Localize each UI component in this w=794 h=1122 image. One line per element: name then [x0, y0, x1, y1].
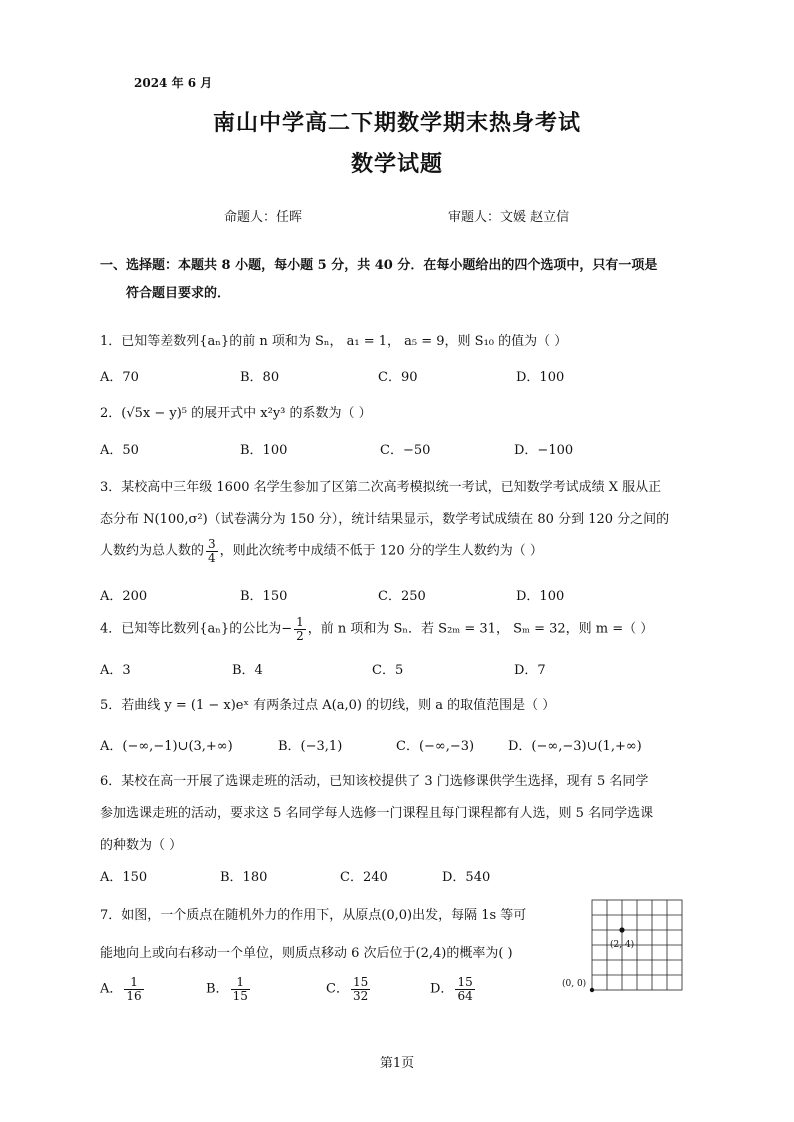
q5-option-d: D．(−∞,−3)∪(1,+∞) [508, 739, 642, 754]
question-4-stem [100, 616, 653, 642]
q7-c-fraction [351, 976, 370, 1002]
section-heading-cont: 符合题目要求的． [126, 286, 231, 301]
q7-b-num: 1 [231, 976, 250, 990]
q4-option-a: A．3 [100, 663, 131, 678]
q7-option-c [326, 976, 372, 1002]
q3-option-b: B．150 [240, 589, 288, 604]
q4-option-b: B．4 [232, 663, 263, 678]
q1-option-c: C．90 [378, 370, 418, 385]
q7-a-den: 16 [126, 988, 142, 1003]
q7-a-fraction [124, 976, 143, 1002]
q7-grid-figure [556, 896, 696, 996]
q7-option-a [100, 976, 146, 1002]
q7-d-den: 64 [457, 988, 473, 1003]
question-3-line-2: 态分布 N(100,σ²)（试卷满分为 150 分），统计结果显示，数学考试成绩在 80 分到 120 分之间的 [100, 512, 670, 527]
q3-option-a: A．200 [100, 589, 148, 604]
q2-option-a: A．50 [100, 443, 139, 458]
question-2-stem: 2．(√5x − y)⁵ 的展开式中 x²y³ 的系数为（ ） [100, 406, 372, 421]
q7-option-d [430, 976, 477, 1002]
point-label: (2, 4) [610, 940, 635, 950]
q1-option-d: D．100 [516, 370, 565, 385]
reviewer: 审题人：文媛 赵立信 [448, 210, 570, 225]
page-number: 第1页 [379, 1056, 415, 1071]
q7-d-label: D． [430, 981, 454, 997]
q7-c-num: 15 [352, 975, 369, 989]
q1-option-b: B．80 [240, 370, 280, 385]
q7-d-fraction [455, 976, 474, 1002]
question-1-stem: 1．已知等差数列{aₙ}的前 n 项和为 Sₙ， a₁ = 1， a₅ = 9，则 S₁₀ 的值为（ ） [100, 334, 568, 349]
q3-option-c: C．250 [378, 589, 426, 604]
q6-option-d: D．540 [442, 870, 491, 885]
q2-option-b: B．100 [240, 443, 288, 458]
question-6-line-1: 6．某校在高一开展了选课走班的活动，已知该校提供了 3 门选修课供学生选择，现有 5 名同学 [100, 774, 649, 789]
question-6-line-3: 的种数为（ ） [100, 838, 183, 853]
q4-option-c: C．5 [372, 663, 404, 678]
q4-option-d: D．7 [514, 663, 546, 678]
q7-c-den: 32 [352, 988, 369, 1003]
question-3-line-3 [100, 538, 543, 564]
exam-date: 2024 年 6 月 [134, 76, 213, 90]
point-2-4-dot [619, 927, 624, 932]
q4-frac-num: 1 [296, 615, 304, 629]
setter: 命题人：任晖 [224, 210, 303, 225]
q4-fraction [294, 616, 306, 642]
q7-a-num: 1 [124, 976, 143, 990]
q5-option-a: A．(−∞,−1)∪(3,+∞) [100, 739, 233, 754]
q2-option-d: D．−100 [514, 443, 574, 458]
q4-text-post: ，前 n 项和为 Sₙ．若 S₂ₘ = 31， Sₘ = 32，则 m =（ ） [307, 621, 654, 637]
exam-title: 南山中学高二下期数学期末热身考试 [212, 110, 581, 136]
origin-label: (0, 0) [562, 979, 587, 989]
q7-option-b [206, 976, 252, 1002]
q7-b-den: 15 [232, 988, 248, 1003]
q3-frac-num: 3 [208, 537, 216, 551]
question-6-line-2: 参加选课走班的活动，要求这 5 名同学每人选修一门课程且每门课程都有人选，则 5 名同学选课 [100, 806, 654, 821]
question-7-line-1: 7．如图，一个质点在随机外力的作用下，从原点(0,0)出发，每隔 1s 等可 [100, 908, 527, 923]
q7-c-label: C． [326, 981, 349, 997]
q4-text-pre: 4．已知等比数列{aₙ}的公比为− [100, 621, 293, 637]
question-5-stem: 5．若曲线 y = (1 − x)eˣ 有两条过点 A(a,0) 的切线，则 a 的取值范围是（ ） [100, 698, 556, 713]
question-3-line-1: 3．某校高中三年级 1600 名学生参加了区第二次高考模拟统一考试，已知数学考试成绩 X 服从正 [100, 480, 662, 495]
q1-option-a: A．70 [100, 370, 139, 385]
q6-option-a: A．150 [100, 870, 148, 885]
question-7-line-2: 能地向上或向右移动一个单位，则质点移动 6 次后位于(2,4)的概率为( ) [100, 946, 513, 961]
exam-subtitle: 数学试题 [350, 151, 443, 177]
q7-d-num: 15 [457, 975, 473, 989]
origin-dot [590, 988, 594, 992]
q3-option-d: D．100 [516, 589, 565, 604]
grid-lines [592, 900, 682, 990]
q5-option-b: B．(−3,1) [278, 739, 343, 754]
q3-text-post: ，则此次统考中成绩不低于 120 分的学生人数约为（ ） [219, 543, 543, 559]
q4-frac-den: 2 [296, 628, 304, 643]
section-heading: 一、选择题：本题共 8 小题，每小题 5 分，共 40 分．在每小题给出的四个选项中，只有一项是 [100, 258, 658, 273]
q7-a-label: A． [100, 981, 123, 997]
q3-frac-den: 4 [208, 550, 216, 565]
q6-option-c: C．240 [340, 870, 388, 885]
q3-fraction [206, 538, 218, 564]
q7-b-fraction [231, 976, 250, 1002]
q7-b-label: B． [206, 981, 229, 997]
q6-option-b: B．180 [220, 870, 268, 885]
q5-option-c: C．(−∞,−3) [396, 739, 475, 754]
q3-text-pre: 人数约为总人数的 [100, 543, 205, 559]
q2-option-c: C．−50 [380, 443, 431, 458]
